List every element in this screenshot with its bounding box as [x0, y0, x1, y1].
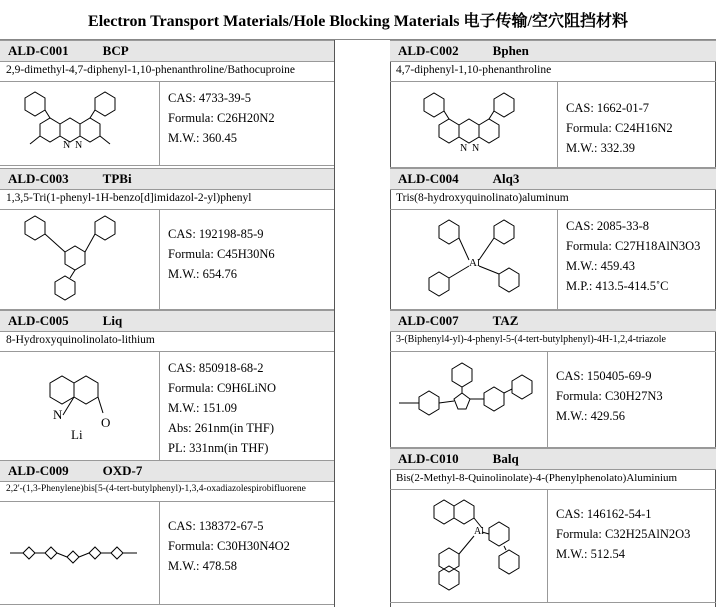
product-description: 3-(Biphenyl4-yl)-4-phenyl-5-(4-tert-butylphenyl)-4H-1,2,4-triazole [390, 332, 716, 352]
structure-image [0, 502, 160, 604]
product-code: ALD-C010 [398, 451, 459, 466]
absorption: Abs: 261nm(in THF) [168, 421, 275, 435]
product-name: TAZ [492, 313, 519, 328]
card-ald-c010 [390, 448, 716, 603]
product-name: Liq [102, 313, 123, 328]
cas-number: CAS: 146162-54-1 [556, 507, 652, 521]
card-ald-c002 [390, 40, 716, 168]
structure-image [0, 82, 160, 165]
product-name: Balq [492, 451, 519, 466]
formula: Formula: C24H16N2 [566, 121, 673, 135]
cas-number: CAS: 138372-67-5 [168, 519, 264, 533]
product-name: Alq3 [492, 171, 520, 186]
cas-number: CAS: 192198-85-9 [168, 227, 264, 241]
taz-structure-icon [394, 355, 544, 445]
svg-text:N: N [74, 139, 82, 151]
product-description: 2,9-dimethyl-4,7-diphenyl-1,10-phenanthroline/Bathocuproine [0, 62, 334, 82]
product-code: ALD-C005 [8, 313, 69, 328]
structure-image [0, 352, 160, 461]
bcp-structure-icon [5, 84, 155, 164]
product-name: OXD-7 [102, 463, 143, 478]
molecular-weight: M.W.: 459.43 [566, 259, 635, 273]
card-ald-c001 [0, 40, 334, 166]
formula: Formula: C9H6LiNO [168, 381, 276, 395]
card-ald-c007 [390, 310, 716, 448]
melting-point: M.P.: 413.5-414.5˚C [566, 279, 669, 293]
svg-text:N: N [459, 142, 467, 154]
liq-structure-icon [5, 355, 155, 459]
molecular-weight: M.W.: 332.39 [566, 141, 635, 155]
card-ald-c009 [0, 460, 334, 605]
product-code: ALD-C003 [8, 171, 69, 186]
formula: Formula: C26H20N2 [168, 111, 275, 125]
formula: Formula: C30H30N4O2 [168, 539, 290, 553]
product-code: ALD-C009 [8, 463, 69, 478]
structure-image [0, 210, 160, 309]
structure-image [390, 490, 548, 602]
molecular-weight: M.W.: 151.09 [168, 401, 237, 415]
molecular-weight: M.W.: 654.76 [168, 267, 237, 281]
product-name: BCP [102, 43, 129, 58]
cas-number: CAS: 4733-39-5 [168, 91, 251, 105]
product-code: ALD-C004 [398, 171, 459, 186]
tpbi-structure-icon [5, 212, 155, 308]
structure-image [390, 210, 558, 309]
formula: Formula: C30H27N3 [556, 389, 663, 403]
cas-number: CAS: 1662-01-7 [566, 101, 649, 115]
svg-text:N: N [52, 406, 62, 422]
formula: Formula: C27H18AlN3O3 [566, 239, 701, 253]
molecular-weight: M.W.: 360.45 [168, 131, 237, 145]
card-ald-c004 [390, 168, 716, 310]
product-description: 2,2'-(1,3-Phenylene)bis[5-(4-tert-butylphenyl)-1,3,4-oxadiazolespirobifluorene [0, 482, 334, 502]
formula: Formula: C32H25AlN2O3 [556, 527, 691, 541]
cas-number: CAS: 150405-69-9 [556, 369, 652, 383]
molecular-weight: M.W.: 429.56 [556, 409, 625, 423]
alq3-structure-icon [399, 212, 549, 308]
molecular-weight: M.W.: 478.58 [168, 559, 237, 573]
oxd7-structure-icon [5, 523, 155, 583]
page-title: Electron Transport Materials/Hole Blocking Materials 电子传输/空穴阻挡材料 [0, 0, 716, 40]
product-name: TPBi [102, 171, 132, 186]
balq-structure-icon [394, 492, 544, 600]
svg-text:N: N [471, 142, 479, 154]
product-code: ALD-C001 [8, 43, 69, 58]
svg-text:Li: Li [70, 426, 83, 442]
photoluminescence: PL: 331nm(in THF) [168, 441, 269, 455]
product-code: ALD-C002 [398, 43, 459, 58]
cas-number: CAS: 2085-33-8 [566, 219, 649, 233]
product-description: Bis(2-Methyl-8-Quinolinolate)-4-(Phenylphenolato)Aluminium [390, 470, 716, 490]
bphen-structure-icon [399, 85, 549, 165]
cas-number: CAS: 850918-68-2 [168, 361, 264, 375]
card-ald-c005 [0, 310, 334, 462]
card-ald-c003 [0, 168, 334, 310]
svg-text:O: O [100, 414, 110, 430]
product-code: ALD-C007 [398, 313, 459, 328]
product-description: Tris(8-hydroxyquinolinato)aluminum [390, 190, 716, 210]
svg-text:N: N [62, 139, 70, 151]
product-description: 1,3,5-Tri(1-phenyl-1H-benzo[d]imidazol-2-yl)phenyl [0, 190, 334, 210]
structure-image [390, 352, 548, 447]
structure-image [390, 82, 558, 167]
product-name: Bphen [492, 43, 529, 58]
svg-text:Al: Al [468, 256, 480, 269]
product-description: 4,7-diphenyl-1,10-phenanthroline [390, 62, 716, 82]
molecular-weight: M.W.: 512.54 [556, 547, 625, 561]
product-description: 8-Hydroxyquinolinolato-lithium [0, 332, 334, 352]
column-divider [334, 40, 335, 607]
svg-text:Al: Al [473, 526, 484, 537]
formula: Formula: C45H30N6 [168, 247, 275, 261]
